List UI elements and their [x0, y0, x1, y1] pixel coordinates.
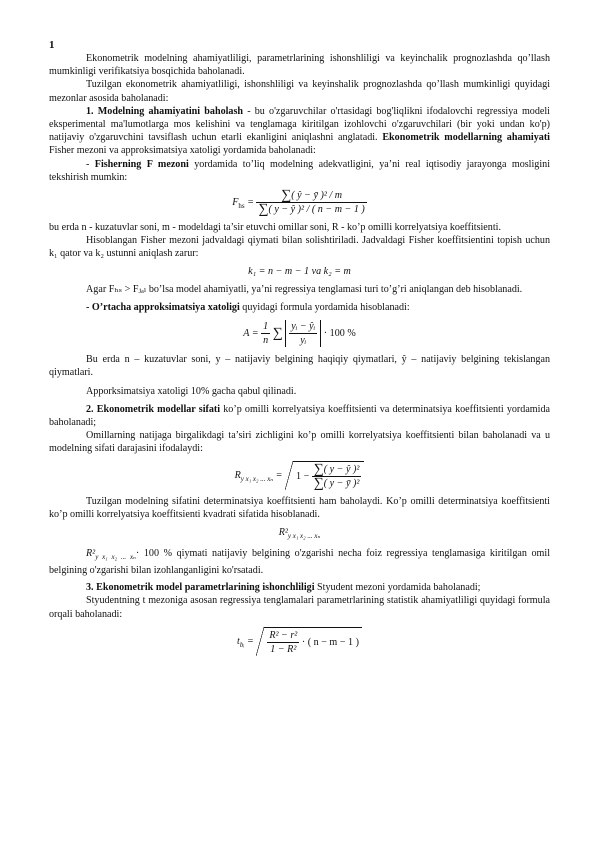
bold-span: Fisherning F mezoni: [94, 158, 189, 170]
fraction-numerator: [312, 463, 362, 477]
fraction-denominator: [312, 477, 362, 490]
formula-lhs: A =: [243, 327, 259, 339]
paragraph-reliability: [49, 581, 550, 594]
paragraph-where: bu erda n - kuzatuvlar soni, m - modeldagi ta’sir etuvchi omillar soni, R - ko’p omilli korrelyatsiya koeffitsienti.: [49, 221, 501, 233]
paragraph-r2-percent: [49, 547, 550, 577]
formula-subscript: y x₁ x₂ ... xₙ: [95, 552, 136, 561]
square-root: [264, 627, 362, 656]
formula-symbol: F: [232, 197, 239, 209]
sum-sign: ∑: [281, 188, 292, 204]
paragraph-model-significance: [49, 105, 550, 158]
sum-sign: ∑: [313, 476, 324, 491]
fraction-numerator: R² − r²: [267, 629, 299, 643]
text-span: Fisher mezoni va approksimatsiya xatoligi yordamida baholanadi:: [49, 145, 316, 157]
bold-span: 3. Ekonometrik model parametrlarining ishonchliligi: [86, 582, 315, 594]
fraction: [289, 320, 317, 347]
paragraph-criteria: Tuzilgan ekonometrik ahamiyatliligi, ishonshliligi va keyinshalik prognozlashda qo’llash mumkinligi quyidagi mezonlar asosida baholanadi:: [49, 79, 550, 104]
num-one: 1: [261, 320, 270, 334]
sum-sign: ∑: [258, 202, 269, 218]
text-span: -: [86, 158, 95, 170]
sum-sign: ∑: [272, 325, 283, 341]
fraction-denominator-text: ( y − ȳ )²: [323, 477, 360, 489]
formula-fisher: $F_{hs}$ = $\frac{\text{∑( ŷ − ȳ )² / m}}{\text{∑( y − ŷ )² / ( n − m − 1 )}}$: [232, 188, 365, 218]
bold-span: 2. Ekonometrik modellar sifati: [86, 403, 221, 415]
fraction-numerator-text: ( y − ŷ )²: [323, 463, 360, 475]
formula-correlation: $R_{y x_1 x_2 ... x_n} = 1$ − $\frac{\text{∑( y − ŷ )²}}{\text{∑( y − ȳ )²}}$: [49, 461, 550, 491]
formula-symbol: t: [237, 635, 240, 647]
heading-1: 1. Modelning ahamiyatini baholash: [86, 105, 244, 117]
square-root: [293, 461, 364, 491]
formula-determination: [49, 526, 550, 543]
text-span: ko’p omilli korrelyatsiya koeffitsienti va determinatsiya koeffitsienti yordamida baholanadi;: [49, 403, 550, 429]
formula-student: $t_{bᵢ}$ = $\frac{\text{R² − r²}}{\text{1 − R²}}$ · ( n − m − 1 ): [49, 627, 550, 656]
sum-sign: ∑: [313, 461, 324, 477]
fraction-denominator: [256, 203, 366, 216]
fraction-denominator: 1 − R²: [270, 644, 297, 656]
fraction-1-over-n: [261, 320, 270, 347]
fraction-denominator-text: ( y − ŷ )² / ( n − m − 1 ): [268, 204, 365, 216]
fraction: [267, 629, 299, 656]
fraction: [256, 189, 366, 217]
absolute-value: [285, 320, 321, 347]
fraction-numerator: [256, 189, 366, 203]
formula-subscript: bᵢ: [239, 640, 245, 649]
fraction-denominator: yᵢ: [300, 335, 307, 347]
fraction-numerator-text: ( ŷ − ȳ )² / m: [291, 190, 342, 202]
text-span: Styudent mezoni yordamida baholanadi;: [314, 582, 481, 594]
formula-subscript: hs: [238, 202, 245, 211]
text-span: yordamida to’liq modelning adekvatligini, ya’ni real iqtisodiy jarayonga mosligini tekshirish mumkin:: [49, 158, 550, 183]
formula-tail: · 100 %: [323, 327, 356, 339]
paragraph-approx-limit: Apporksimatsiya xatoligi 10% gacha qabul qilinadi.: [86, 385, 297, 397]
paragraph-intro: Ekonometrik modelning ahamiyatliligi, parametrlarining ishonshliligi va keyinchalik prognozlashda qo’llash mumkinligi verifikatsiya bosqichida baholanadi.: [49, 53, 550, 78]
text-span: · 100 % qiymati natijaviy belgining o'zgarishi necha foiz regressiya tenglamasiga kiritilgan omil belgining o'zgarishi bilan izohlanganligini ko'rsatadi.: [49, 547, 550, 577]
fraction: [312, 463, 362, 491]
paragraph-approx: [49, 301, 550, 314]
formula-subscript: y x₁ x₂ ... xₙ: [287, 531, 321, 540]
fraction-numerator: yᵢ − ŷᵢ: [289, 320, 317, 334]
bold-span: Ekonometrik modellarning ahamiyati: [382, 132, 550, 144]
page-number: 1: [49, 39, 55, 51]
formula-symbol: R: [234, 469, 241, 481]
paragraph-determination: Tuzilgan modelning sifatini determinatsiya koeffitsienti ham baholaydi. Ko’p omilli determinatsiya koeffitsienti ko’p omilli korrelyatsiya koeffitsienti kvadrati sifatida hisoblanadi.: [49, 496, 550, 521]
paragraph-n-y: Bu erda n – kuzatuvlar soni, y – natijaviy belgining haqiqiy qiymatlari, ŷ – natijaviy belgining tekislangan qiymatlari.: [49, 354, 550, 379]
paragraph-correlation: Omillarning natijaga birgalikdagi ta’siri zichligini ko’p omilli korrelyatsiya koeffitsienti bilan baholanadi va u modelning sifati darajasini ifodalaydi:: [49, 430, 550, 455]
one: 1 −: [296, 470, 310, 482]
bold-span: - O’rtacha approksimatsiya xatoligi: [86, 301, 240, 313]
formula-subscript: y x₁ x₂ ... xₙ: [240, 474, 274, 483]
formula-symbol: R²: [278, 526, 288, 538]
paragraph-student: Styudentning t mezoniga asosan regressiya tenglamalari parametrlarining statistik ahamiyatliligi quyidagi formula orqali baholanadi:: [49, 595, 550, 620]
formula-approx-error: [49, 320, 550, 347]
paragraph-model-quality: [49, 403, 550, 429]
formula-tail: · ( n − m − 1 ): [301, 636, 359, 648]
r2-symbol: $R^2_{y x_1 x_2 ... x_n}$: [86, 547, 136, 561]
paragraph-fisher: [49, 158, 550, 184]
paragraph-if: Agar Fₕₛ > Fⱼₐₗ bo’lsa model ahamiyatli, ya’ni regressiya tenglamasi turi to’g’ri aniqlangan deb hisoblanadi.: [86, 284, 523, 296]
text-span: quyidagi formula yordamida hisoblanadi:: [239, 301, 410, 313]
paragraph-fisher-table: Hisoblangan Fisher mezoni jadvaldagi qiymati bilan solishtiriladi. Jadvaldagi Fisher koeffitsientini topish uchun k₁ qator va k₂ ustunni aniqlash zarur:: [49, 234, 550, 259]
den-n: n: [263, 335, 269, 347]
document-body: [49, 52, 550, 656]
formula-k-values: k₁ = n − m − 1 va k₂ = m: [248, 266, 351, 278]
text-span: - bu o'zgaruvchilar o'rtasidagi bog'liqlikni ifodalovchi regressiya modeli eksperimental ma'lumotlarga mos kelishini va tenglamaga kiritilgan izohlovchi o'zgaruvchilari (bir yoki undan ko'p) natijaviy o'zgaruvchini tavsiflash uchun etarli ekanligini aniqlashni anglatadi.: [49, 105, 550, 144]
